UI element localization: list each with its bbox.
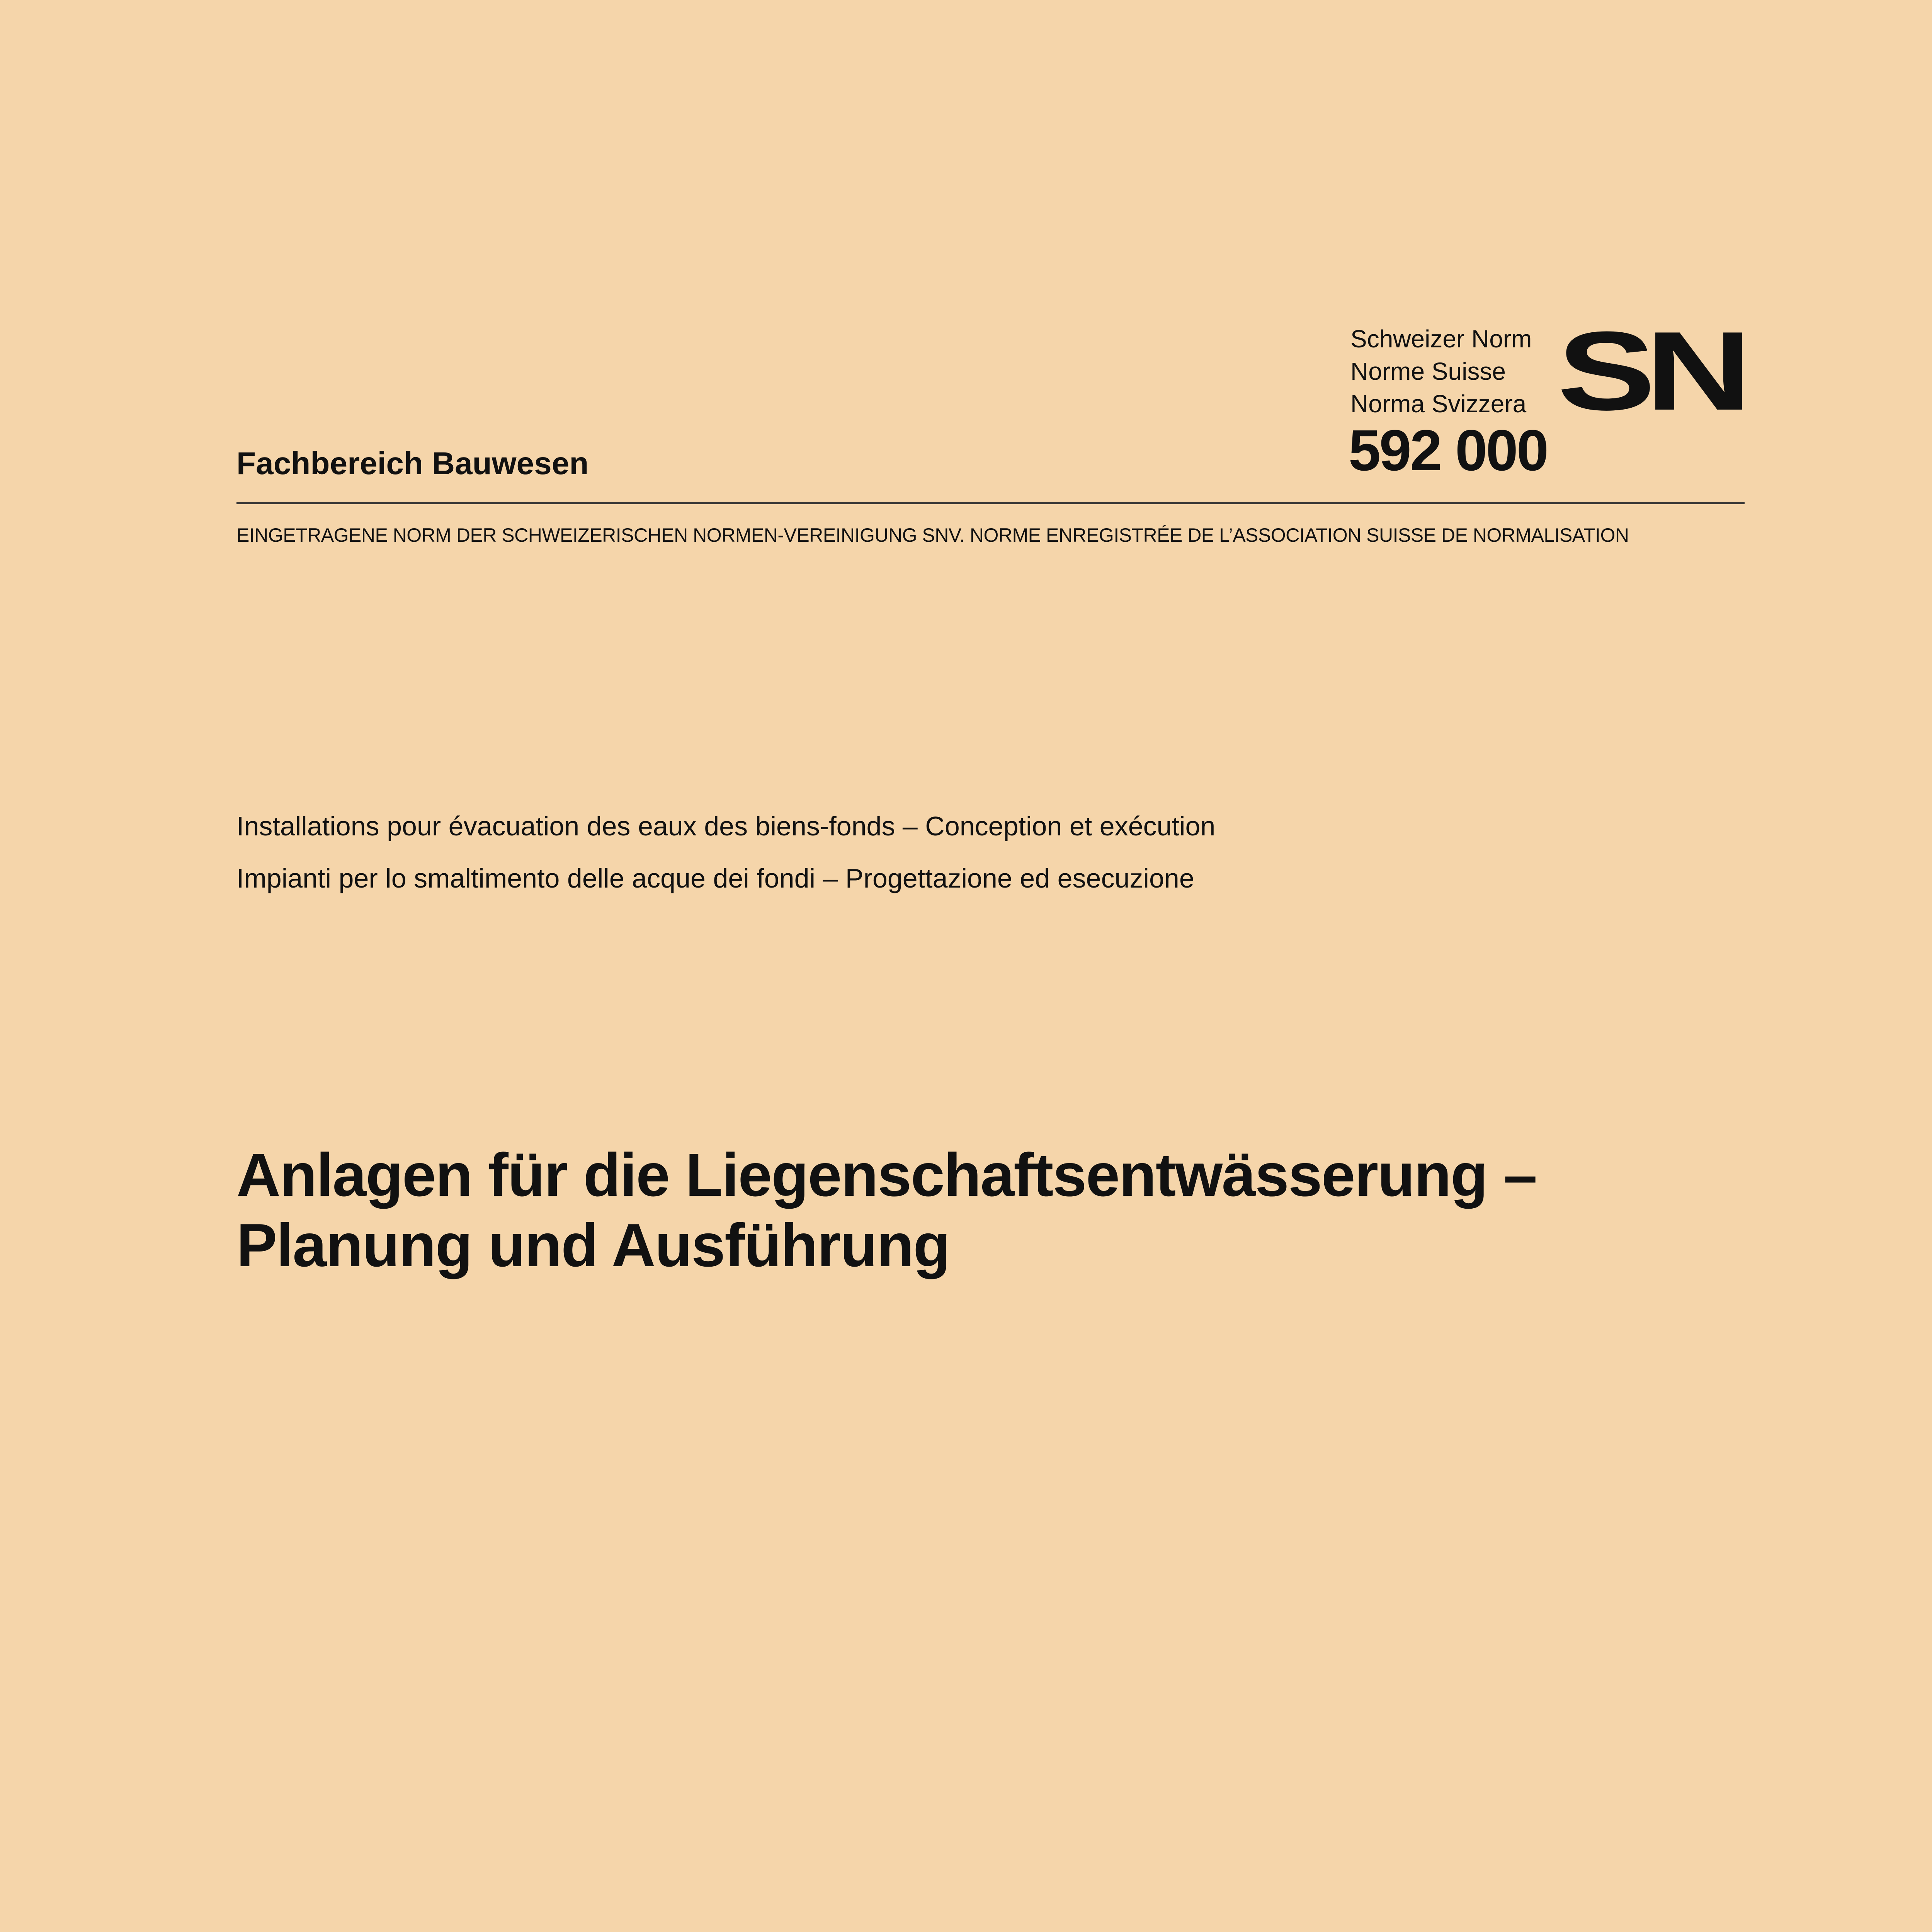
- main-title: [236, 1140, 1536, 1281]
- norm-language-it: Norma Svizzera: [1350, 390, 1527, 418]
- department-label: Fachbereich Bauwesen: [236, 446, 589, 481]
- main-title-line-1: Anlagen für die Liegenschaftsentwässerung –: [236, 1141, 1537, 1209]
- subtitle-french: Installations pour évacuation des eaux des biens-fonds – Conception et exécution: [236, 811, 1216, 841]
- header-divider: [236, 502, 1745, 504]
- registered-notice: EINGETRAGENE NORM DER SCHWEIZERISCHEN NORMEN-VEREINIGUNG SNV. NORME ENREGISTRÉE DE L’ASSOCIATION SUISSE DE NORMALISATION: [236, 524, 1629, 546]
- norm-language-fr: Norme Suisse: [1350, 357, 1506, 385]
- main-title-line-2: Planung und Ausführung: [236, 1211, 950, 1279]
- norm-language-de: Schweizer Norm: [1350, 325, 1532, 353]
- sn-logo-text: SN: [1557, 330, 1743, 413]
- sn-logo: [1557, 330, 1743, 413]
- subtitle-italian: Impianti per lo smaltimento delle acque dei fondi – Progettazione ed esecuzione: [236, 863, 1194, 893]
- norm-number: 592 000: [1349, 418, 1548, 483]
- norm-languages: [1350, 323, 1532, 420]
